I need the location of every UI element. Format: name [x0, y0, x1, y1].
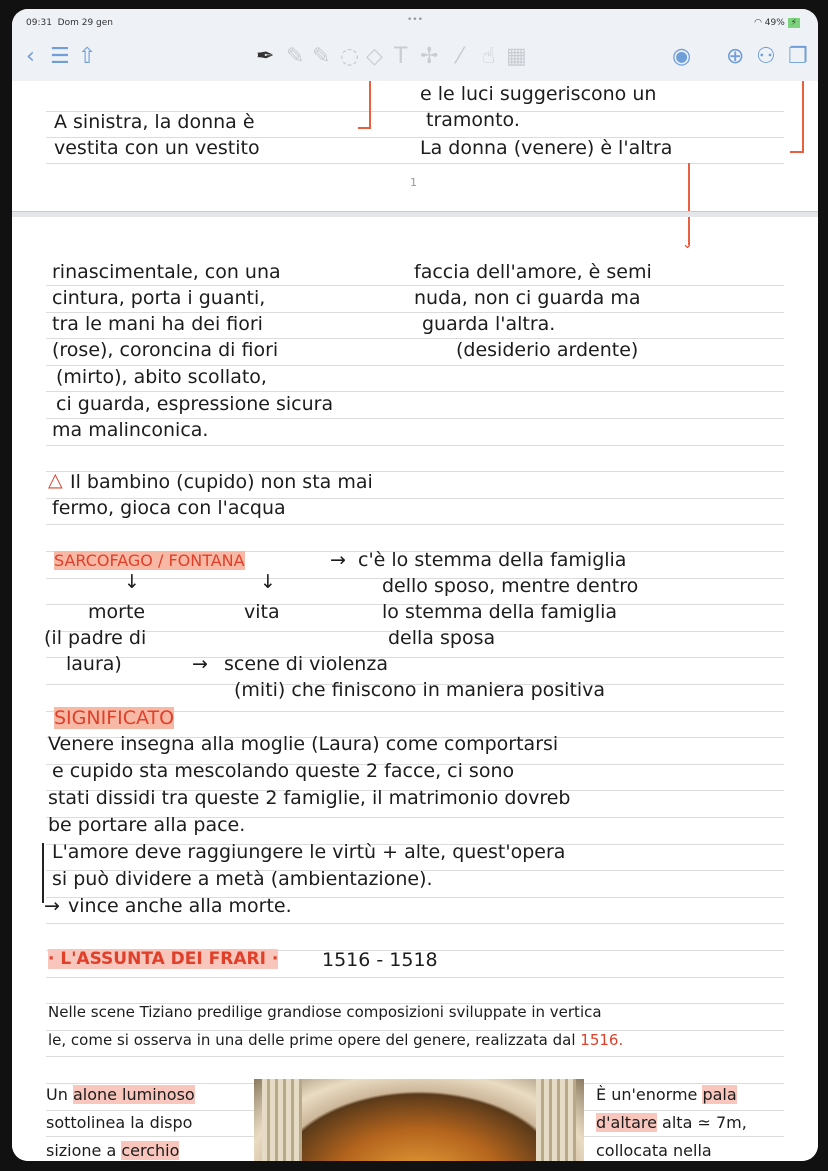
text-icon[interactable]: T	[394, 44, 408, 69]
text-line: La donna (venere) è l'altra	[420, 137, 673, 159]
arrow-right-icon: →	[330, 549, 346, 571]
ruled-line	[46, 977, 784, 978]
text-line: È un'enorme pala	[596, 1085, 737, 1104]
annotation-bracket	[802, 81, 804, 153]
battery-indicator: ◠ 49% ⚡	[754, 18, 800, 28]
toolbar	[12, 35, 818, 82]
eraser-icon[interactable]: ◇	[366, 44, 383, 69]
ruled-line	[46, 391, 784, 392]
text-line: della sposa	[388, 627, 496, 649]
pencil-icon[interactable]: ✎	[286, 44, 305, 69]
text-line: cintura, porta i guanti,	[52, 287, 266, 309]
ruler-icon[interactable]: ⁄	[458, 44, 462, 69]
arrow-down-icon: ↓	[124, 571, 140, 593]
bracket	[42, 843, 44, 903]
arrow-down-icon: ⌄	[682, 237, 693, 252]
text-line: lo stemma della famiglia	[382, 601, 618, 623]
annotation-bracket	[358, 127, 370, 129]
shapes-icon[interactable]: ✢	[420, 44, 439, 69]
text-line: dello sposo, mentre dentro	[382, 575, 639, 597]
text-line: 1516 - 1518	[322, 949, 438, 971]
text-line: Un alone luminoso	[46, 1085, 195, 1104]
text-line: Venere insegna alla moglie (Laura) come comportarsi	[48, 733, 559, 755]
image-icon[interactable]: ▦	[506, 44, 527, 69]
text-line: scene di violenza	[224, 653, 388, 675]
heading-sarcofago: SARCOFAGO / FONTANA	[54, 551, 245, 570]
text-line: A sinistra, la donna è	[54, 111, 255, 133]
text-line: (mirto), abito scollato,	[56, 366, 267, 388]
page-number: 1	[410, 176, 417, 189]
painting-image-assunta[interactable]	[254, 1079, 584, 1161]
text-line: d'altare alta ≃ 7m,	[596, 1113, 747, 1132]
ruled-line	[46, 524, 784, 525]
text-line: vince anche alla morte.	[68, 895, 292, 917]
text-line: nuda, non ci guarda ma	[414, 287, 641, 309]
text-line: tramonto.	[426, 109, 520, 131]
text-line: (desiderio ardente)	[456, 339, 639, 361]
text-line: si può dividere a metà (ambientazione).	[52, 868, 433, 890]
lasso-icon[interactable]: ◌	[340, 44, 360, 69]
mic-icon[interactable]: ◉	[672, 44, 692, 69]
text-line: ma malinconica.	[52, 419, 209, 441]
text-line: vita	[244, 601, 280, 623]
text-line: sottolinea la dispo	[46, 1113, 193, 1132]
ruled-line	[46, 923, 784, 924]
ipad-screen	[12, 9, 818, 1161]
pen-icon[interactable]: ✒	[256, 44, 275, 69]
text-line: (miti) che finiscono in maniera positiva	[234, 679, 606, 701]
arrow-down-icon: ↓	[260, 571, 276, 593]
share-icon[interactable]: ⇧	[78, 44, 97, 69]
text-line: morte	[88, 601, 146, 623]
text-line: stati dissidi tra queste 2 famiglie, il matrimonio dovreb	[48, 787, 571, 809]
add-page-icon[interactable]: ⊕	[726, 44, 745, 69]
text-line: ci guarda, espressione sicura	[56, 393, 334, 415]
text-line: (rose), coroncina di fiori	[52, 339, 279, 361]
hand-icon[interactable]: ☝	[482, 44, 496, 69]
text-line: L'amore deve raggiungere le virtù + alte, quest'opera	[52, 841, 566, 863]
text-line: faccia dell'amore, è semi	[414, 261, 652, 283]
text-line: tra le mani ha dei fiori	[52, 313, 263, 335]
text-line: Il bambino (cupido) non sta mai	[70, 471, 373, 493]
text-line: vestita con un vestito	[54, 137, 260, 159]
annotation-arrow	[688, 163, 690, 211]
arrow-right-icon: →	[44, 895, 60, 917]
text-line: fermo, gioca con l'acqua	[52, 497, 286, 519]
multitask-dots[interactable]: •••	[407, 15, 423, 25]
note-page-2[interactable]	[12, 217, 818, 1161]
annotation-bracket	[790, 151, 803, 153]
thumbnails-icon[interactable]: ⚇	[756, 44, 776, 69]
text-line: sizione a cerchio	[46, 1141, 180, 1160]
text-line: be portare alla pace.	[48, 814, 246, 836]
note-page-1[interactable]	[12, 81, 818, 211]
text-line: e le luci suggeriscono un	[420, 83, 657, 105]
heading-assunta: · L'ASSUNTA DEI FRARI ·	[48, 949, 279, 969]
text-line: (il padre di	[44, 627, 147, 649]
status-time: 09:31 Dom 29 gen	[26, 18, 114, 28]
annotation-bracket	[369, 81, 371, 129]
ruled-line	[46, 285, 784, 286]
text-line: laura)	[66, 653, 122, 675]
text-line: Nelle scene Tiziano predilige grandiose composizioni sviluppate in vertica	[48, 1003, 602, 1021]
text-line: rinascimentale, con una	[52, 261, 281, 283]
highlighter-icon[interactable]: ✎	[312, 44, 331, 69]
text-line: e cupido sta mescolando queste 2 facce, ci sono	[52, 760, 515, 782]
status-bar	[12, 9, 818, 35]
list-icon[interactable]: ☰	[50, 44, 70, 69]
ruled-line	[46, 1056, 784, 1057]
text-line: guarda l'altra.	[422, 313, 556, 335]
text-line: collocata nella	[596, 1141, 712, 1160]
back-icon[interactable]: ‹	[26, 44, 35, 69]
heading-significato: SIGNIFICATO	[54, 707, 175, 729]
ruled-line	[46, 657, 784, 658]
pages-icon[interactable]: ❐	[788, 44, 808, 69]
text-line: c'è lo stemma della famiglia	[358, 549, 627, 571]
warning-triangle-icon: △	[48, 469, 63, 491]
text-line: le, come si osserva in una delle prime opere del genere, realizzata dal 1516.	[48, 1031, 624, 1049]
arrow-right-icon: →	[192, 653, 208, 675]
ruled-line	[46, 445, 784, 446]
